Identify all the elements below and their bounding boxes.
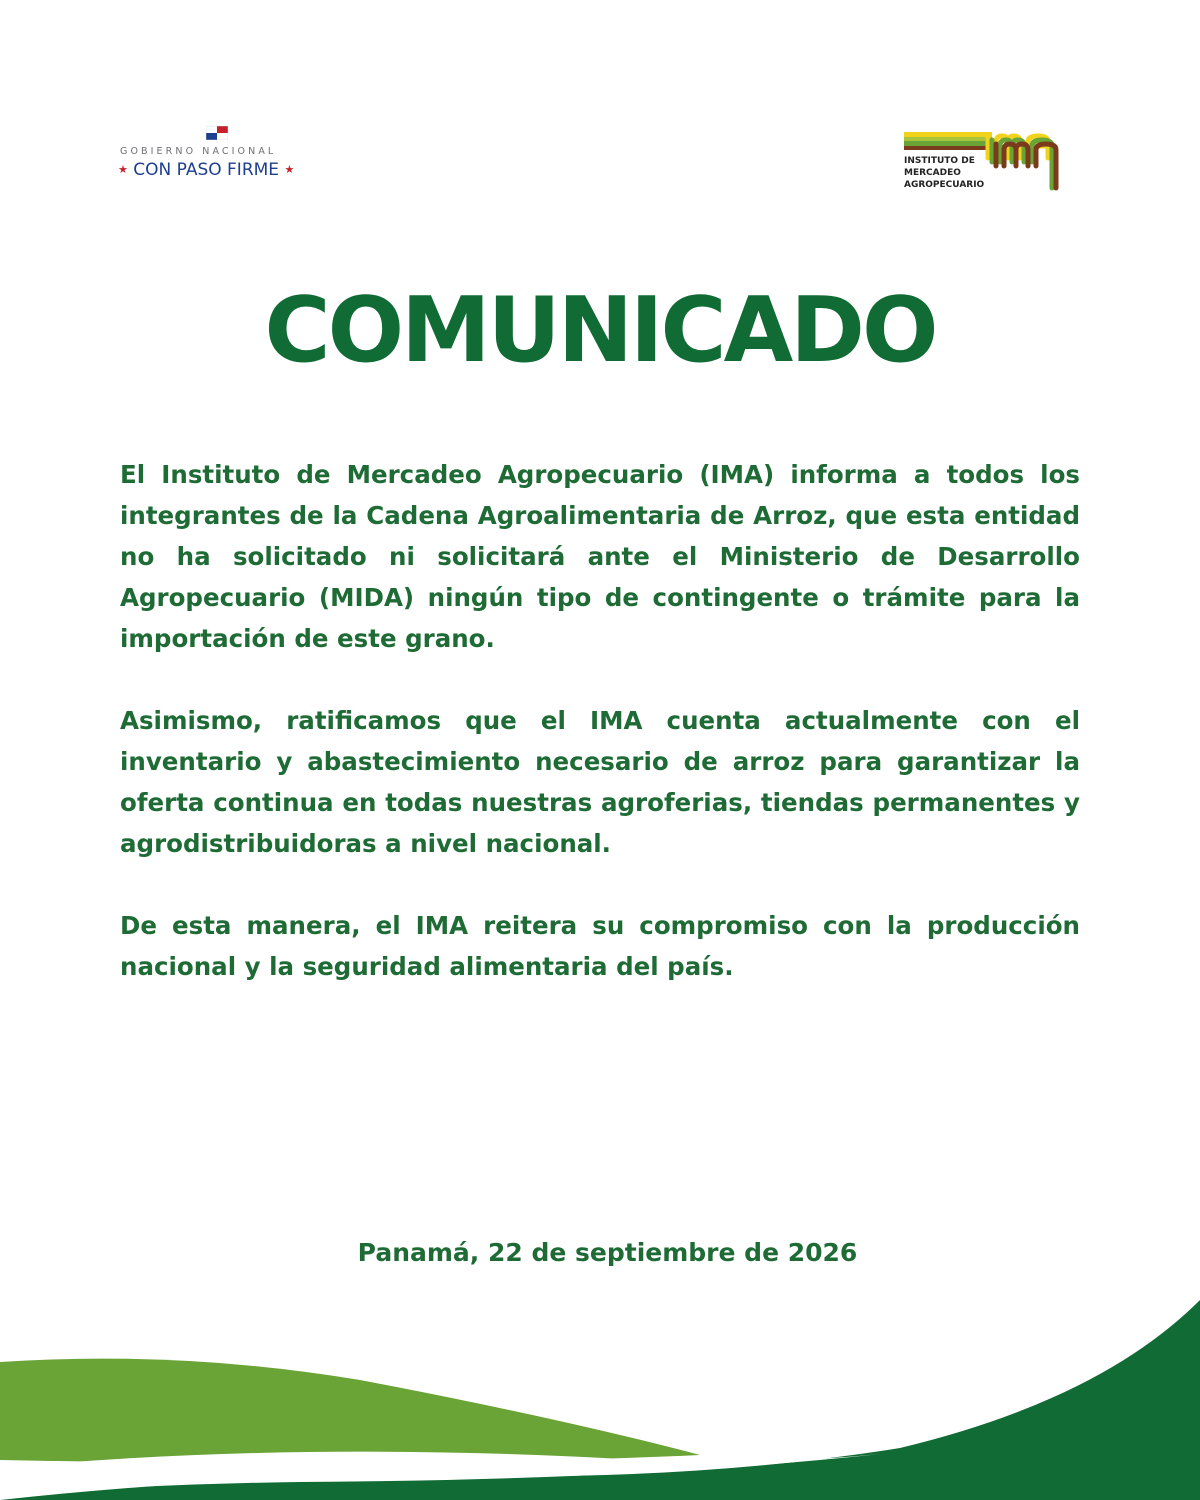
ima-logo-text-line: MERCADEO [904,168,961,178]
light-green-wave [0,1359,700,1463]
communique-body [120,454,1080,1028]
panama-flag-icon [206,126,228,140]
decorative-waves [0,1290,1200,1500]
gov-logo-line1: GOBIERNO NACIONAL [120,146,277,157]
ima-wordmark-icon [982,128,1078,192]
ima-logo-text-line: INSTITUTO DE [904,156,975,166]
ima-logo-text [904,155,984,191]
ima-logo-stripes [904,132,992,150]
body-paragraph: El Instituto de Mercadeo Agropecuario (IMA) informa a todos los integrantes de la Cadena Agroalimentaria de Arroz, que esta entidad no ha solicitado ni solicitará ante el Ministerio de Desarrollo Agropecuario (MIDA) ningún tipo de contingente o trámite para la importación de este grano. [120,460,1080,653]
body-paragraph: De esta manera, el IMA reitera su compromiso con la producción nacional y la seguridad alimentaria del país. [120,911,1080,981]
body-paragraph: Asimismo, ratificamos que el IMA cuenta actualmente con el inventario y abastecimiento necesario de arroz para garantizar la oferta continua en todas nuestras agroferias, tiendas permanentes y agrodistribuidoras a nivel nacional. [120,706,1080,858]
government-logo [118,124,328,184]
star-icon: ★ [118,163,128,176]
ima-logo [900,128,1080,194]
star-icon: ★ [284,163,295,176]
gov-logo-line2-wrap [118,160,294,180]
gov-logo-line2: CON PASO FIRME [133,160,280,180]
page-title: COMUNICADO [264,278,936,383]
ima-logo-text-line: AGROPECUARIO [904,180,985,190]
date-line: Panamá, 22 de septiembre de 2026 [357,1238,858,1267]
